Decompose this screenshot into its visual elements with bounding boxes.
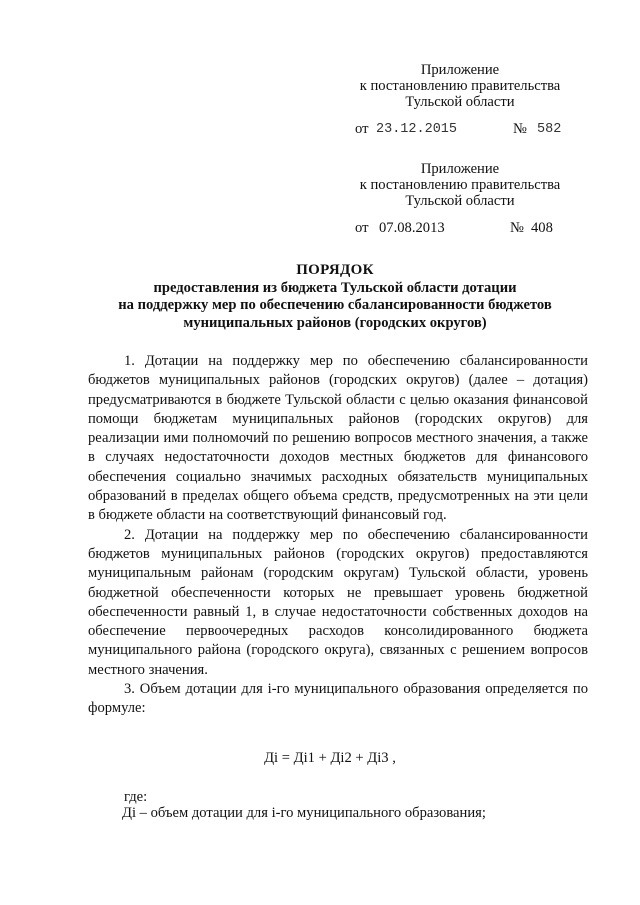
paragraph: 2. Дотации на поддержку мер по обеспечению сбалансированности бюджетов муниципальных районов (городских округов) предоставляются муниципальным районам (городским округам) Тульской области, уровень бюджетной обеспеченности которых не превышает уровень бюджетной обеспеченности равный 1, в случае недостаточности собственных доходов на обеспечение первоочередных расходов консолидированного бюджета муниципального района (городского округа), связанных с решением вопросов местного значения. <box>88 526 588 678</box>
appendix-region: Тульской области <box>405 94 515 110</box>
title-line: муниципальных районов (городских округов) <box>183 314 487 331</box>
decree-date: 23.12.2015 <box>376 122 458 137</box>
paragraph: 3. Объем дотации для i-го муниципального образования определяется по формуле: <box>88 681 588 717</box>
formula-definition: Дi – объем дотации для i-го муниципального образования; <box>122 805 486 821</box>
title-heading: ПОРЯДОК <box>296 262 374 278</box>
decree-date-prefix: от <box>355 121 369 137</box>
decree-number: 582 <box>537 122 562 137</box>
decree-date: 07.08.2013 <box>379 220 445 236</box>
appendix-label: Приложение <box>420 62 500 78</box>
decree-number: 408 <box>531 220 553 236</box>
appendix-reference: к постановлению правительства <box>359 177 561 193</box>
appendix-header-old <box>355 161 565 209</box>
formula: Дi = Дi1 + Дi2 + Дi3 , <box>264 750 396 766</box>
decree-date-prefix: от <box>355 220 369 236</box>
appendix-label: Приложение <box>420 161 500 177</box>
decree-number-prefix: № <box>513 121 527 137</box>
appendix-reference: к постановлению правительства <box>359 78 561 94</box>
appendix-region: Тульской области <box>405 193 515 209</box>
decree-number-prefix: № <box>510 220 524 236</box>
where-label: где: <box>124 789 148 805</box>
appendix-header-new <box>355 62 565 110</box>
document-body <box>88 352 588 719</box>
document-title <box>80 262 590 332</box>
title-line: предоставления из бюджета Тульской области дотации <box>153 279 517 296</box>
paragraph: 1. Дотации на поддержку мер по обеспечению сбалансированности бюджетов муниципальных районов (городских округов) (далее – дотация) предусматриваются в бюджете Тульской области с целью оказания финансовой помощи бюджетам муниципальных районов (городских округов) для реализации ими полномочий по решению вопросов местного значения, а также в случаях недостаточности доходов местных бюджетов для финансового обеспечения социально значимых расходных обязательств муниципальных образований в пределах общего объема средств, предусмотренных на эти цели в бюджете области на соответствующий финансовый год. <box>88 353 588 524</box>
title-line: на поддержку мер по обеспечению сбалансированности бюджетов <box>118 297 552 313</box>
